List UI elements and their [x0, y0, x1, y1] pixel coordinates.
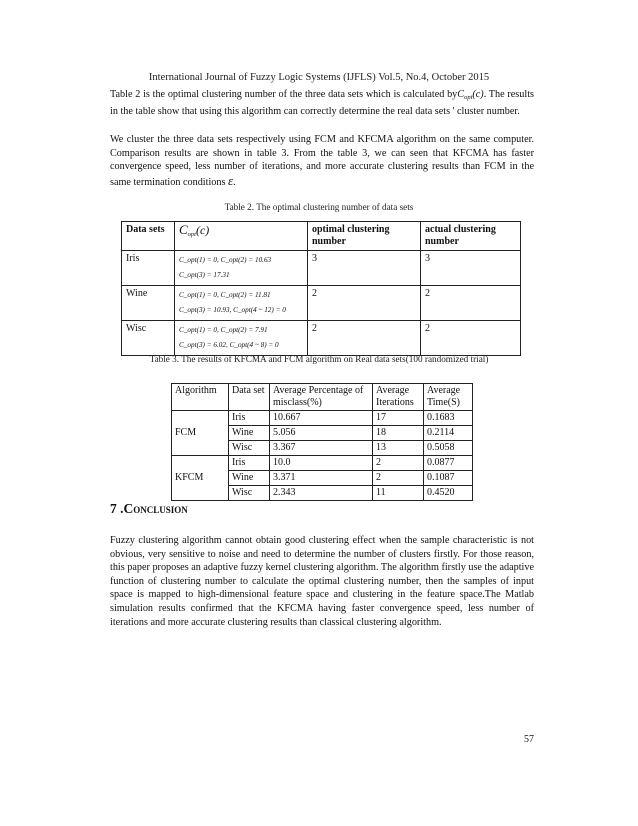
algorithm-fcm: FCM	[172, 411, 229, 456]
cell-iterations: 13	[373, 441, 424, 456]
table2-caption: Table 2. The optimal clustering number of data sets	[224, 202, 414, 212]
row-name: Iris	[122, 251, 175, 286]
header-algorithm: Algorithm	[172, 384, 229, 411]
table-kfcma-fcm-results	[171, 383, 473, 501]
table-header-row	[172, 384, 473, 411]
cell-time: 0.5058	[424, 441, 473, 456]
cell-iterations: 17	[373, 411, 424, 426]
paragraph-text: We cluster the three data sets respectively using FCM and KFCMA algorithm on the same computer. Comparison results are shown in table 3. From the table 3, we can seen that KFCMA has faster convergence speed, less number of iterations, and more accurate clustering results than FCM in the same termination conditions	[110, 134, 534, 188]
header-data-set: Data set	[229, 384, 270, 411]
header-data-sets: Data sets	[122, 222, 175, 251]
cell-set: Wisc	[229, 486, 270, 501]
algorithm-kfcm: KFCM	[172, 456, 229, 501]
paragraph-conclusion: Fuzzy clustering algorithm cannot obtain good clustering effect when the sample characteristic is not obvious, very sensitive to noise and need to determine the number of clusters firstly. For those reason, this paper proposes an adaptive fuzzy kernel clustering algorithm. The algorithm firstly use the adaptive function of clustering number to calculate the optimal clustering number, then the samples of input space is mapped to high-dimensional feature space and clustering in the feature space.The Matlab simulation results confirmed that the KFCMA having faster convergence speed, less number of iterations and more accurate clustering results than classical clustering algorithm.	[110, 535, 534, 628]
paragraph-comparison: We cluster the three data sets respectively using FCM and KFCMA algorithm on the same computer. Comparison results are shown in table 3. From the table 3, we can seen that KFCMA has faster convergence speed, less number of iterations, and more accurate clustering results than FCM in the same termination conditions ε.	[110, 134, 534, 188]
header-misclass: Average Percentage of misclass(%)	[270, 384, 373, 411]
cell-time: 0.1087	[424, 471, 473, 486]
row-formula: C_opt(1) = 0, C_opt(2) = 7.91 C_opt(3) = 6.02, C_opt(4 ~ 8) = 0	[175, 321, 308, 356]
section-heading-conclusion: 7 .Conclusion	[110, 501, 188, 516]
header-copt: $C_{opt}(c)$	[175, 222, 308, 251]
row-optimal: 2	[308, 321, 421, 356]
cell-iterations: 18	[373, 426, 424, 441]
epsilon-symbol: ε	[227, 172, 234, 188]
cell-misclass: 2.343	[270, 486, 373, 501]
header-actual: actual clustering number	[421, 222, 521, 251]
cell-misclass: 10.0	[270, 456, 373, 471]
cell-misclass: 3.371	[270, 471, 373, 486]
table-row	[122, 286, 521, 321]
row-actual: 2	[421, 321, 521, 356]
page-number: 57	[524, 734, 534, 745]
table3-caption: Table 3. The results of KFCMA and FCM algorithm on Real data sets(100 randomized trial)	[149, 354, 489, 364]
running-head: International Journal of Fuzzy Logic Systems (IJFLS) Vol.5, No.4, October 2015	[148, 72, 490, 83]
paragraph-table2-intro	[110, 88, 534, 118]
cell-time: 0.1683	[424, 411, 473, 426]
row-name: Wisc	[122, 321, 175, 356]
table-header-row	[122, 222, 521, 251]
table-optimal-clustering	[121, 221, 521, 356]
table-row	[122, 251, 521, 286]
paragraph-text: . The results in the table show that using this algorithm can correctly determine the real data sets ' cluster number.	[110, 89, 534, 117]
row-optimal: 2	[308, 286, 421, 321]
cell-time: 0.2114	[424, 426, 473, 441]
cell-set: Wine	[229, 471, 270, 486]
row-optimal: 3	[308, 251, 421, 286]
header-optimal: optimal clustering number	[308, 222, 421, 251]
paragraph-text: Table 2 is the optimal clustering number of the three data sets which is calculated by	[110, 89, 458, 100]
table-row	[122, 321, 521, 356]
cell-set: Iris	[229, 411, 270, 426]
copt-symbol: $C_{opt}(c)$	[457, 89, 484, 101]
cell-iterations: 2	[373, 456, 424, 471]
cell-time: 0.0877	[424, 456, 473, 471]
cell-misclass: 5.056	[270, 426, 373, 441]
header-time: Average Time(S)	[424, 384, 473, 411]
cell-set: Wine	[229, 426, 270, 441]
cell-set: Wisc	[229, 441, 270, 456]
row-formula: C_opt(1) = 0, C_opt(2) = 10.63 C_opt(3) = 17.31	[175, 251, 308, 286]
row-formula: C_opt(1) = 0, C_opt(2) = 11.81 C_opt(3) = 10.93, C_opt(4 ~ 12) = 0	[175, 286, 308, 321]
cell-misclass: 3.367	[270, 441, 373, 456]
cell-iterations: 2	[373, 471, 424, 486]
cell-set: Iris	[229, 456, 270, 471]
cell-misclass: 10.667	[270, 411, 373, 426]
row-name: Wine	[122, 286, 175, 321]
cell-iterations: 11	[373, 486, 424, 501]
cell-time: 0.4520	[424, 486, 473, 501]
header-iterations: Average Iterations	[373, 384, 424, 411]
table-row	[172, 456, 473, 471]
row-actual: 2	[421, 286, 521, 321]
row-actual: 3	[421, 251, 521, 286]
table-row	[172, 411, 473, 426]
